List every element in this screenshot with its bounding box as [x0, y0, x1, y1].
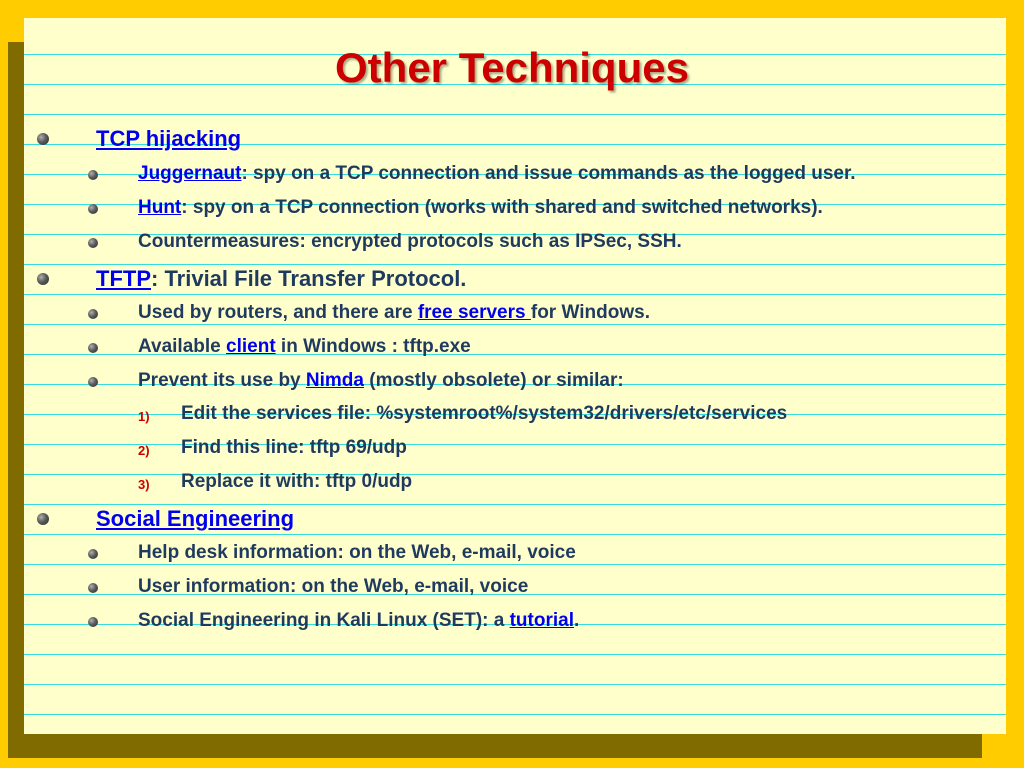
- step-number: 3): [138, 477, 150, 492]
- step-item: Edit the services file: %systemroot%/system32/drivers/etc/services: [181, 403, 788, 424]
- list-item-used-by-routers: [138, 302, 650, 324]
- list-item-available-client: [138, 336, 471, 358]
- tutorial-link[interactable]: tutorial: [509, 610, 574, 631]
- juggernaut-text: : spy on a TCP connection and issue commands as the logged user.: [241, 163, 856, 184]
- used-pre-text: Used by routers, and there are: [138, 302, 418, 323]
- set-post-text: .: [574, 610, 580, 631]
- tftp-link[interactable]: TFTP: [96, 266, 151, 291]
- list-item-set: [138, 610, 579, 632]
- bullet-icon: [37, 273, 49, 285]
- list-item-prevent-use: [138, 370, 624, 392]
- hunt-link[interactable]: Hunt: [138, 197, 182, 218]
- bullet-icon: [88, 377, 98, 387]
- list-item-juggernaut: [138, 163, 856, 185]
- step-item: Replace it with: tftp 0/udp: [181, 471, 413, 492]
- list-item-help-desk: Help desk information: on the Web, e-mail, voice: [138, 542, 576, 563]
- avail-pre-text: Available: [138, 336, 227, 357]
- step-item: Find this line: tftp 69/udp: [181, 437, 407, 458]
- free-servers-link[interactable]: free servers: [417, 302, 531, 323]
- tftp-text: : Trivial File Transfer Protocol.: [151, 266, 467, 291]
- bullet-icon: [88, 170, 98, 180]
- hunt-text: : spy on a TCP connection (works with shared and switched networks).: [181, 197, 823, 218]
- nimda-link[interactable]: Nimda: [305, 370, 364, 391]
- avail-post-text: in Windows : tftp.exe: [275, 336, 471, 357]
- list-item-tftp: [96, 266, 466, 292]
- client-link[interactable]: client: [226, 336, 276, 357]
- tcp-hijacking-link[interactable]: TCP hijacking: [96, 126, 242, 151]
- bullet-icon: [88, 617, 98, 627]
- list-item-user-info: User information: on the Web, e-mail, voice: [138, 576, 529, 597]
- list-item-tcp-hijacking: [96, 126, 241, 152]
- prevent-post-text: (mostly obsolete) or similar:: [363, 370, 624, 391]
- list-item-hunt: [138, 197, 823, 219]
- bullet-icon: [88, 549, 98, 559]
- bullet-icon: [88, 309, 98, 319]
- juggernaut-link[interactable]: Juggernaut: [138, 163, 242, 184]
- list-item-countermeasures: Countermeasures: encrypted protocols such as IPSec, SSH.: [138, 231, 682, 252]
- bullet-icon: [37, 513, 49, 525]
- step-number: 1): [138, 409, 150, 424]
- slide-title: Other Techniques: [335, 44, 689, 91]
- bullet-icon: [37, 133, 49, 145]
- list-item-social-engineering: [96, 506, 294, 532]
- bullet-icon: [88, 238, 98, 248]
- bullet-icon: [88, 583, 98, 593]
- used-post-text: for Windows.: [530, 302, 650, 323]
- set-pre-text: Social Engineering in Kali Linux (SET): a: [138, 610, 510, 631]
- social-engineering-link[interactable]: Social Engineering: [96, 506, 295, 531]
- prevent-pre-text: Prevent its use by: [138, 370, 306, 391]
- bullet-icon: [88, 204, 98, 214]
- bullet-icon: [88, 343, 98, 353]
- step-number: 2): [138, 443, 150, 458]
